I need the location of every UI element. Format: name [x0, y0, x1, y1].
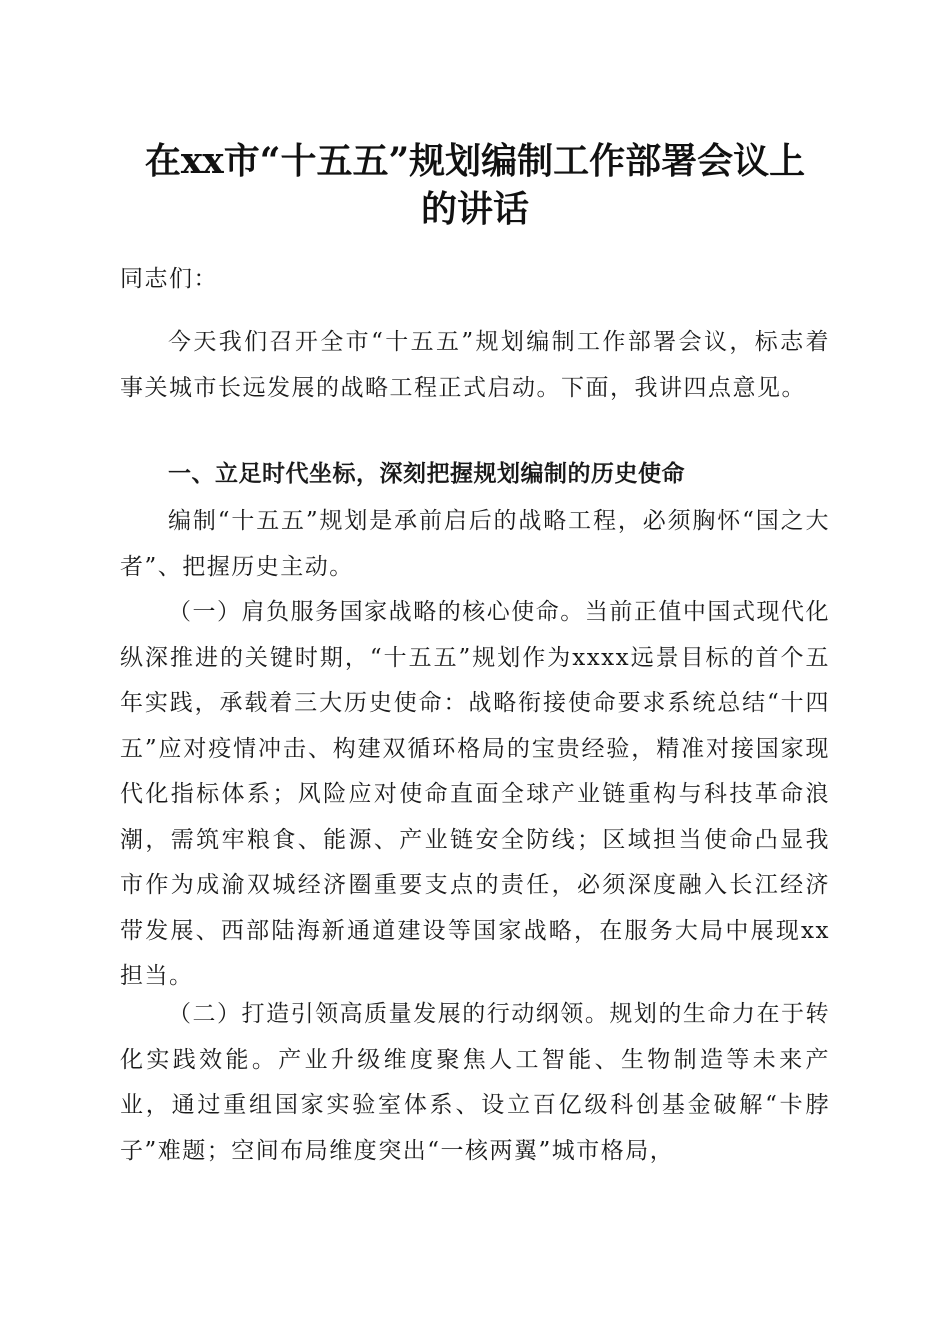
subsection-1-paragraph	[120, 590, 830, 1000]
document-title-line-2: 的讲话	[420, 188, 529, 230]
subsection-2-title: （二）打造引领高质量发展的行动纲领。	[168, 1001, 610, 1027]
subsection-2-paragraph	[120, 992, 830, 1174]
greeting: 同志们：	[120, 266, 218, 292]
intro-paragraph: 今天我们召开全市“十五五”规划编制工作部署会议，标志着事关城市长远发展的战略工程正式启动。下面，我讲四点意见。	[120, 329, 830, 401]
subsection-1-body: 当前正值中国式现代化纵深推进的关键时期，“十五五”规划作为xxxx远景目标的首个五年实践，承载着三大历史使命：战略衔接使命要求系统总结“十四五”应对疫情冲击、构建双循环格局的宝贵经验，精准对接国家现代化指标体系；风险应对使命直面全球产业链重构与科技革命浪潮，需筑牢粮食、能源、产业链安全防线；区域担当使命凸显我市作为成渝双城经济圈重要支点的责任，必须深度融入长江经济带发展、西部陆海新通道建设等国家战略，在服务大局中展现xx担当。	[120, 599, 831, 989]
section-1-paragraph: 编制“十五五”规划是承前启后的战略工程，必须胸怀“国之大者”、把握历史主动。	[120, 508, 830, 580]
subsection-2-body: 规划的生命力在于转化实践效能。产业升级维度聚焦人工智能、生物制造等未来产业，通过重组国家实验室体系、设立百亿级科创基金破解“卡脖子”难题；空间布局维度突出“一核两翼”城市格局，	[120, 1001, 831, 1164]
section-heading-1: 一、立足时代坐标，深刻把握规划编制的历史使命	[168, 461, 685, 487]
document-title-line-1: 在xx市“十五五”规划编制工作部署会议上	[144, 140, 806, 182]
subsection-1-title: （一）肩负服务国家战略的核心使命。	[168, 599, 585, 625]
